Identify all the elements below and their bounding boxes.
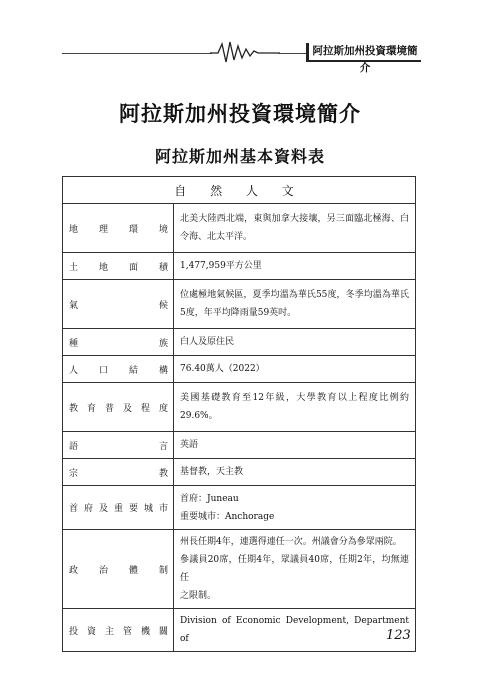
row-value — [174, 329, 416, 356]
value-line: 位處極地氣候區，夏季均溫為華氏55度，冬季均溫為華氏 — [180, 290, 409, 300]
row-label: 地理環境 — [63, 204, 174, 253]
table-row — [63, 383, 416, 432]
header-rule-left — [62, 53, 212, 54]
value-line: 英語 — [180, 440, 199, 450]
row-label: 人口結構 — [63, 356, 174, 383]
table-row — [63, 356, 416, 383]
row-value — [174, 609, 416, 652]
value-line: 白人及原住民 — [180, 337, 235, 347]
value-line: 令海、北太平洋。 — [180, 232, 253, 242]
row-label: 首府及重要城市 — [63, 486, 174, 530]
row-value — [174, 356, 416, 383]
heartbeat-wave-icon — [210, 40, 280, 64]
value-line: 重要城市：Anchorage — [180, 511, 275, 522]
page-number: 123 — [386, 628, 411, 643]
value-line: 1,477,959平方公里 — [180, 261, 262, 271]
table-row — [63, 204, 416, 253]
value-line: 美國基礎教育至12年級，大學教育以上程度比例約 — [180, 393, 409, 403]
page-title: 阿拉斯加州投資環境簡介 — [119, 102, 361, 126]
row-label: 語言 — [63, 432, 174, 459]
row-label: 土地面積 — [63, 253, 174, 280]
table-row — [63, 253, 416, 280]
value-line: 基督教，天主教 — [180, 467, 244, 477]
header-rule-right — [278, 53, 306, 54]
section-header-row — [63, 177, 416, 204]
section-header: 自 然 人 文 — [63, 177, 416, 204]
row-label: 投資主管機關 — [63, 609, 174, 652]
value-line: 5度，年平均降雨量59英吋。 — [180, 308, 297, 318]
row-label: 政治體制 — [63, 530, 174, 609]
value-line: 29.6%。 — [180, 411, 218, 421]
table-row — [63, 329, 416, 356]
basic-data-table — [62, 176, 416, 652]
row-value — [174, 530, 416, 609]
value-line: 之限制。 — [180, 591, 217, 601]
value-line: 北美大陸西北端，東與加拿大接壤，另三面臨北極海、白 — [180, 214, 409, 224]
value-line: 參議員20席，任期4年，眾議員40席，任期2年，均無連任 — [180, 555, 409, 583]
table-row — [63, 432, 416, 459]
table-row — [63, 486, 416, 530]
value-line: 首府：Juneau — [180, 493, 239, 504]
row-value — [174, 383, 416, 432]
value-line: Division of Economic Development, Department of — [180, 616, 409, 644]
row-value — [174, 459, 416, 486]
row-label: 教育普及程度 — [63, 383, 174, 432]
page-subtitle: 阿拉斯加州基本資料表 — [154, 147, 325, 166]
row-label: 種族 — [63, 329, 174, 356]
table-row — [63, 530, 416, 609]
value-line: 76.40萬人（2022） — [180, 364, 265, 374]
running-header-title: 阿拉斯加州投資環境簡介 — [306, 43, 421, 62]
table-row — [63, 459, 416, 486]
value-line: 州長任期4年，連選得連任一次。州議會分為參眾兩院。 — [180, 537, 402, 547]
table-row — [63, 609, 416, 652]
row-label: 氣候 — [63, 280, 174, 329]
row-value — [174, 432, 416, 459]
row-value — [174, 280, 416, 329]
row-label: 宗教 — [63, 459, 174, 486]
row-value — [174, 204, 416, 253]
table-row — [63, 280, 416, 329]
row-value — [174, 253, 416, 280]
row-value — [174, 486, 416, 530]
